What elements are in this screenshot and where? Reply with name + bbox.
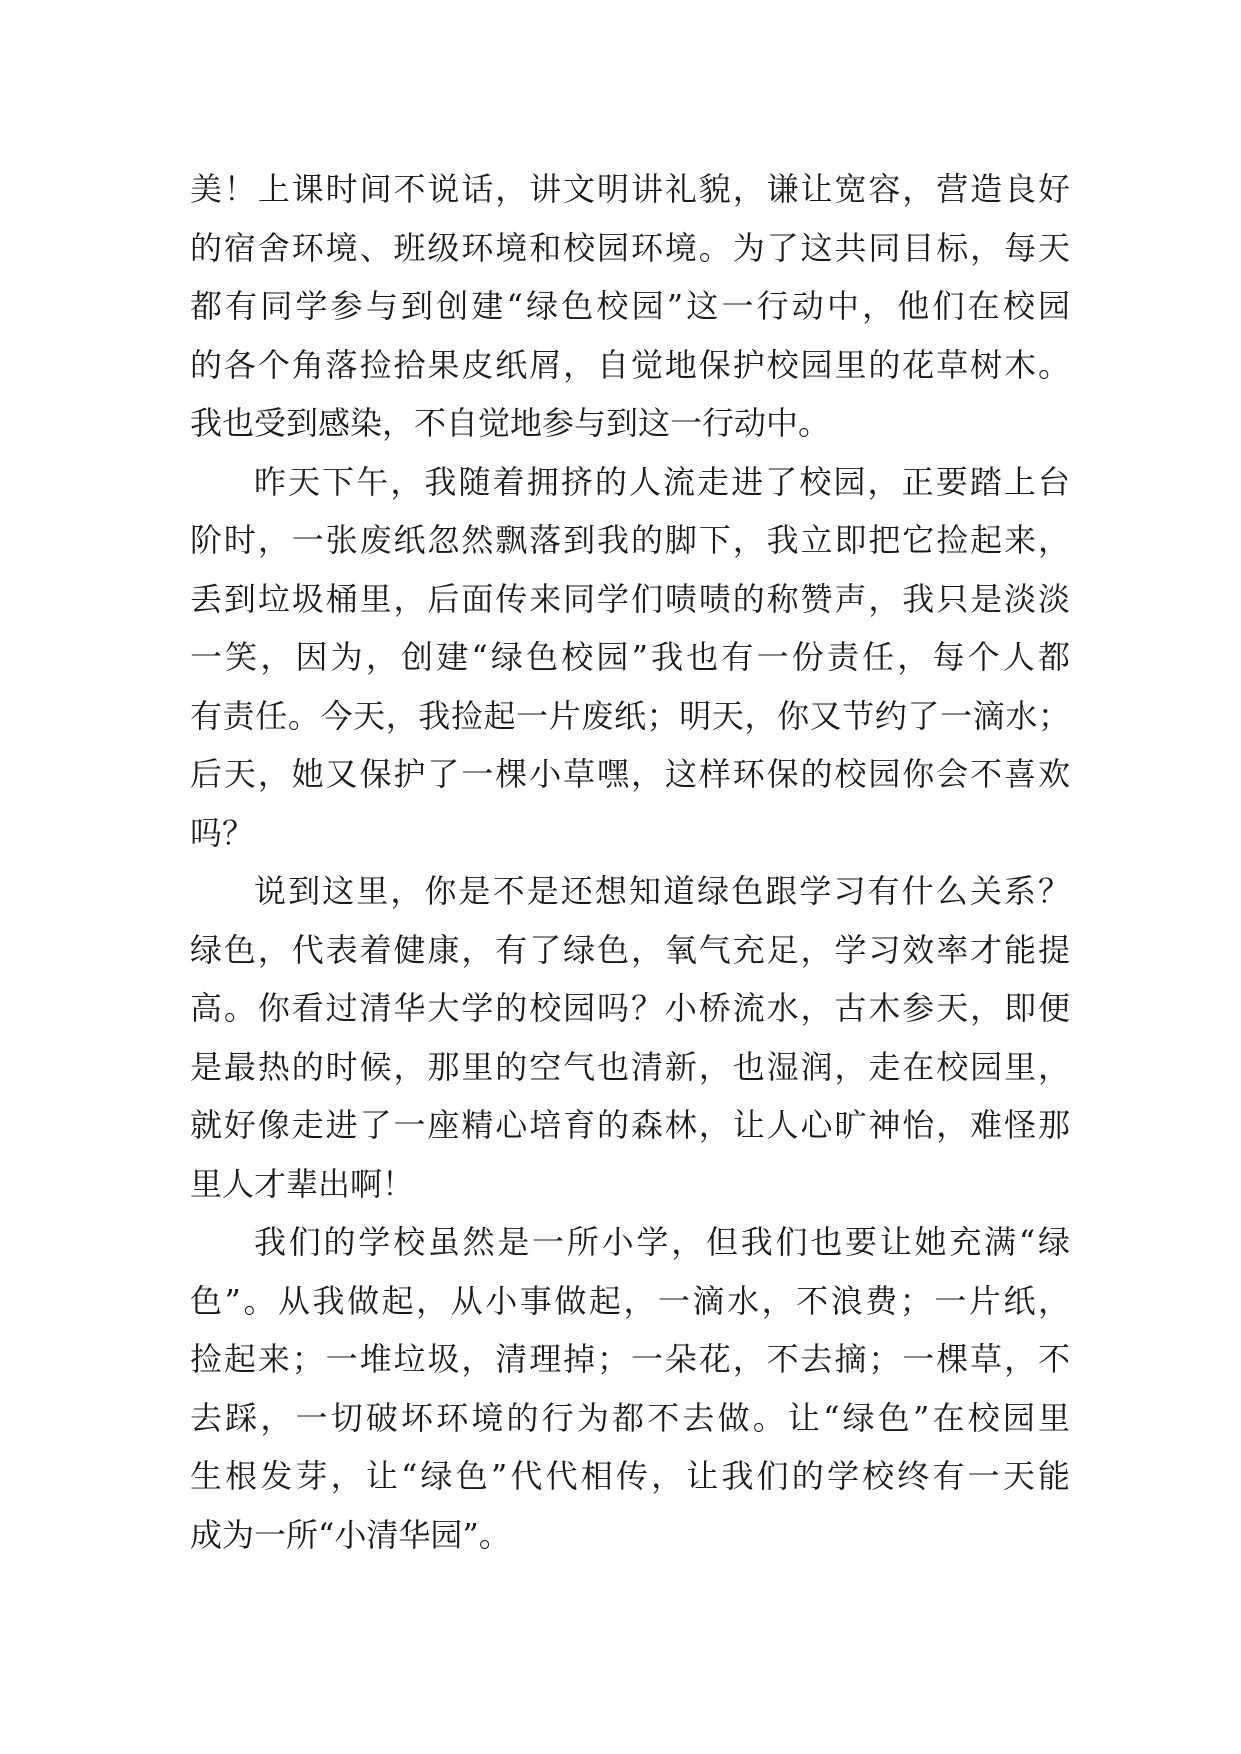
text-line: 一笑，因为，创建“绿色校园”我也有一份责任，每个人都 bbox=[190, 638, 1070, 676]
text-line: 吗？ bbox=[190, 813, 255, 852]
text-line: 生根发芽，让“绿色”代代相传，让我们的学校终有一天能 bbox=[190, 1457, 1070, 1495]
text-line: 捡起来；一堆垃圾，清理掉；一朵花，不去摘；一棵草，不 bbox=[190, 1340, 1070, 1378]
text-line: 去踩，一切破坏环境的行为都不去做。让“绿色”在校园里 bbox=[190, 1398, 1070, 1437]
text-line: 成为一所“小清华园”。 bbox=[190, 1515, 511, 1554]
text-line: 丢到垃圾桶里，后面传来同学们啧啧的称赞声，我只是淡淡 bbox=[190, 579, 1070, 618]
text-line: 里人才辈出啊！ bbox=[190, 1164, 415, 1203]
text-line: 阶时，一张废纸忽然飘落到我的脚下，我立即把它捡起来， bbox=[190, 521, 1070, 559]
text-line: 是最热的时候，那里的空气也清新，也湿润，走在校园里， bbox=[190, 1047, 1070, 1086]
text-line: 说到这里，你是不是还想知道绿色跟学习有什么关系？ bbox=[254, 872, 1070, 910]
text-line: 就好像走进了一座精心培育的森林，让人心旷神怡，难怪那 bbox=[190, 1106, 1070, 1144]
text-line: 有责任。今天，我捡起一片废纸；明天，你又节约了一滴水； bbox=[190, 696, 1070, 735]
text-line: 我们的学校虽然是一所小学，但我们也要让她充满“绿 bbox=[254, 1223, 1070, 1261]
text-line: 昨天下午，我随着拥挤的人流走进了校园，正要踏上台 bbox=[254, 462, 1070, 501]
text-line: 高。你看过清华大学的校园吗？小桥流水，古木参天，即便 bbox=[190, 989, 1070, 1027]
paragraph bbox=[190, 453, 1070, 863]
text-line: 都有同学参与到创建“绿色校园”这一行动中，他们在校园 bbox=[190, 287, 1070, 325]
text-line: 绿色，代表着健康，有了绿色，氧气充足，学习效率才能提 bbox=[190, 930, 1070, 969]
document-body bbox=[190, 160, 1070, 1564]
paragraph bbox=[190, 1213, 1070, 1564]
text-line: 的各个角落捡拾果皮纸屑，自觉地保护校园里的花草树木。 bbox=[190, 345, 1070, 384]
paragraph bbox=[190, 160, 1070, 453]
text-line: 美！上课时间不说话，讲文明讲礼貌，谦让宽容，营造良好 bbox=[190, 170, 1070, 208]
text-line: 我也受到感染，不自觉地参与到这一行动中。 bbox=[190, 404, 831, 442]
paragraph bbox=[190, 862, 1070, 1213]
text-line: 的宿舍环境、班级环境和校园环境。为了这共同目标，每天 bbox=[190, 228, 1070, 267]
text-line: 色”。从我做起，从小事做起，一滴水，不浪费；一片纸， bbox=[190, 1281, 1070, 1320]
text-line: 后天，她又保护了一棵小草嘿，这样环保的校园你会不喜欢 bbox=[190, 755, 1070, 793]
